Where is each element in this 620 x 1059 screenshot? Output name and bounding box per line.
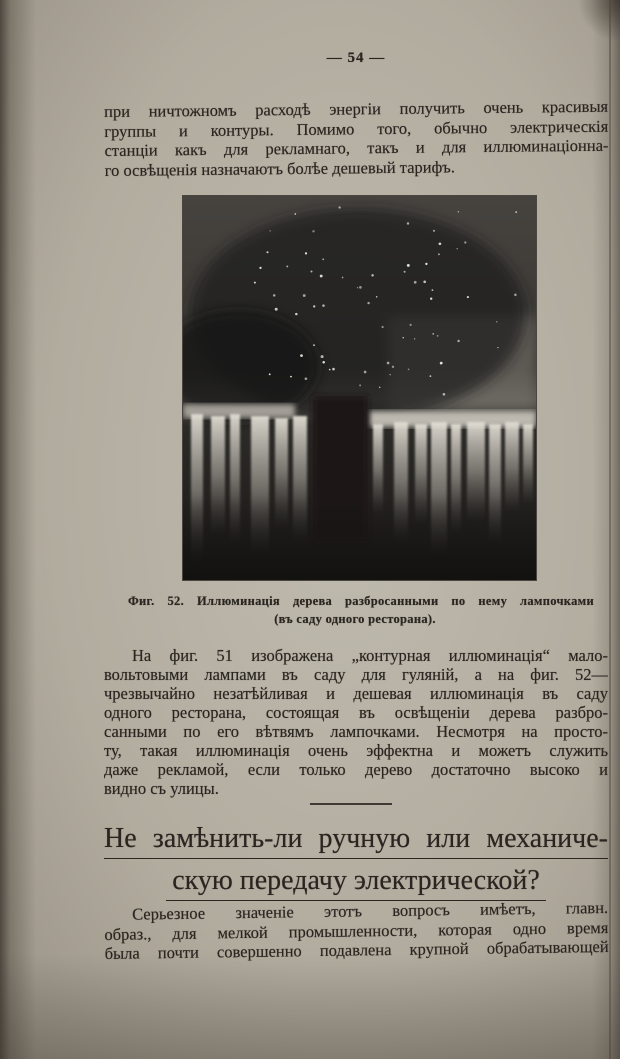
lamp-light-dot xyxy=(295,313,297,315)
text-line: образ., для мелкой промышленности, которая одно время xyxy=(104,917,609,944)
lamp-light-dot xyxy=(410,324,412,326)
lamp-light-dot xyxy=(404,271,406,273)
lamp-light-dot xyxy=(414,281,417,284)
lamp-light-dot xyxy=(310,270,312,272)
lamp-light-dot xyxy=(321,355,324,358)
lamp-light-dot xyxy=(320,275,323,278)
lamp-light-dot xyxy=(496,321,497,322)
lamp-light-dot xyxy=(379,387,381,389)
lamp-light-dot xyxy=(433,230,435,232)
text-line: станціи какъ для рекламнаго, такъ и для иллюминаціонна- xyxy=(104,135,609,160)
section-paragraph xyxy=(104,898,609,964)
lamp-light-dot xyxy=(443,393,446,396)
text-line: чрезвычайно незатѣйливая и дешевая иллюминація въ саду xyxy=(104,684,608,703)
lamp-light-dot xyxy=(403,337,404,338)
lamp-light-dot xyxy=(269,230,270,231)
lamp-light-dot xyxy=(515,211,517,213)
text-line: видно съ улицы. xyxy=(104,779,219,798)
lamp-light-dot xyxy=(439,242,442,245)
lamp-light-dot xyxy=(286,265,288,267)
lamp-light-dot xyxy=(364,371,367,374)
page-edge xyxy=(609,0,611,1059)
lamp-light-dot xyxy=(357,287,358,288)
ground-shadow xyxy=(183,496,536,580)
lamp-light-dot xyxy=(303,294,306,297)
lamp-light-dot xyxy=(275,308,278,311)
lamp-light-dot xyxy=(273,294,276,297)
section-divider xyxy=(310,803,392,805)
lamp-light-dot xyxy=(430,375,432,377)
lamp-light-dot xyxy=(389,374,391,376)
lamp-light-dot xyxy=(438,253,440,255)
lamp-light-dot xyxy=(305,377,308,380)
lamp-light-dot xyxy=(367,302,369,304)
caption-line: (въ саду одного ресторана). xyxy=(274,612,436,626)
text-line: го освѣщенія назначаютъ болѣе дешевый тарифъ. xyxy=(104,156,455,180)
illuminated-tree-photo xyxy=(183,196,536,580)
lamp-light-dot xyxy=(332,368,335,371)
lamp-light-dot xyxy=(387,362,390,365)
figure-caption xyxy=(128,592,594,628)
lamp-light-dot xyxy=(313,305,315,307)
lamp-light-dot xyxy=(322,258,324,260)
heading-line: скую передачу электрической? xyxy=(166,862,546,901)
intro-paragraph xyxy=(104,97,609,180)
lamp-light-dot xyxy=(294,213,296,215)
heading-line-wrap xyxy=(104,862,608,901)
light-streak xyxy=(523,424,533,504)
lamp-light-dot xyxy=(497,347,498,348)
text-line: На фиг. 51 изображена „контурная иллюминація“ мало- xyxy=(132,646,608,665)
lamp-light-dot xyxy=(464,241,466,243)
text-line: Серьезное значеніе этотъ вопросъ имѣетъ, главн. xyxy=(131,897,609,924)
lamp-light-dot xyxy=(371,274,373,276)
lamp-light-dot xyxy=(359,384,361,386)
lamp-light-dot xyxy=(376,296,377,297)
lamp-light-dot xyxy=(259,267,261,269)
figure-photo xyxy=(183,196,536,580)
lamp-light-dot xyxy=(342,277,344,279)
lamp-light-dot xyxy=(322,304,325,307)
lamp-light-dot xyxy=(313,344,315,346)
text-line: при ничтожномъ расходѣ энергіи получить очень красивыя xyxy=(104,96,609,121)
lamp-light-dot xyxy=(254,282,256,284)
lamp-light-dot xyxy=(407,264,410,267)
caption-text: Иллюминація дерева разбросанными по нему лампочками xyxy=(196,594,594,608)
heading-line: Не замѣнить-ли ручную или механиче- xyxy=(104,820,608,859)
text-line: группы и контуры. Помимо того, обычно электрическія xyxy=(104,116,609,141)
lamp-light-dot xyxy=(408,369,410,371)
lamp-light-dot xyxy=(430,298,432,300)
lamp-light-dot xyxy=(290,376,292,378)
caption-line xyxy=(128,592,594,610)
lamp-light-dot xyxy=(266,251,268,253)
lamp-light-dot xyxy=(437,335,439,337)
lamp-light-dot xyxy=(457,340,459,342)
lamp-light-dot xyxy=(432,333,434,335)
lamp-light-dot xyxy=(329,369,331,371)
lamp-light-dot xyxy=(300,354,303,357)
section-heading xyxy=(104,820,608,901)
lamp-light-dot xyxy=(359,286,362,289)
lamp-light-dot xyxy=(432,289,434,291)
lamp-light-dot xyxy=(338,206,340,208)
figure-label: Фиг. 52. xyxy=(128,594,184,608)
lamp-light-dot xyxy=(514,294,517,297)
text-line: санными по его вѣтвямъ лампочками. Несмотря на просто- xyxy=(104,722,608,741)
lamp-light-dot xyxy=(425,263,427,265)
lamp-light-dot xyxy=(381,326,383,328)
lamp-light-dot xyxy=(305,252,307,254)
lamp-light-dot xyxy=(456,248,457,249)
text-line: одного ресторана, состоящая въ освѣщеніи дерева разбро- xyxy=(104,703,608,722)
text-line: ту, такая иллюминація очень эффектна и можетъ служить xyxy=(104,741,608,760)
text-line: даже рекламой, если только дерево достаточно высоко и xyxy=(104,760,608,779)
lamp-light-dot xyxy=(312,230,314,232)
lamp-light-dot xyxy=(407,222,409,224)
lamp-light-dot xyxy=(440,362,443,365)
body-paragraph xyxy=(104,646,608,798)
lamp-light-dot xyxy=(269,373,271,375)
lamp-light-dot xyxy=(423,280,426,283)
lamp-light-dot xyxy=(322,361,325,364)
lamp-light-dot xyxy=(392,366,394,368)
lamp-light-dot xyxy=(414,338,415,339)
text-line: была почти совершенно подавлена крупной обрабатывающей xyxy=(104,936,609,963)
page-number: — 54 — xyxy=(326,50,386,66)
lamp-light-dot xyxy=(458,211,459,212)
text-line: вольтовыми лампами въ саду для гуляній, а на фиг. 52— xyxy=(104,665,608,684)
lamp-light-dot xyxy=(467,296,469,298)
